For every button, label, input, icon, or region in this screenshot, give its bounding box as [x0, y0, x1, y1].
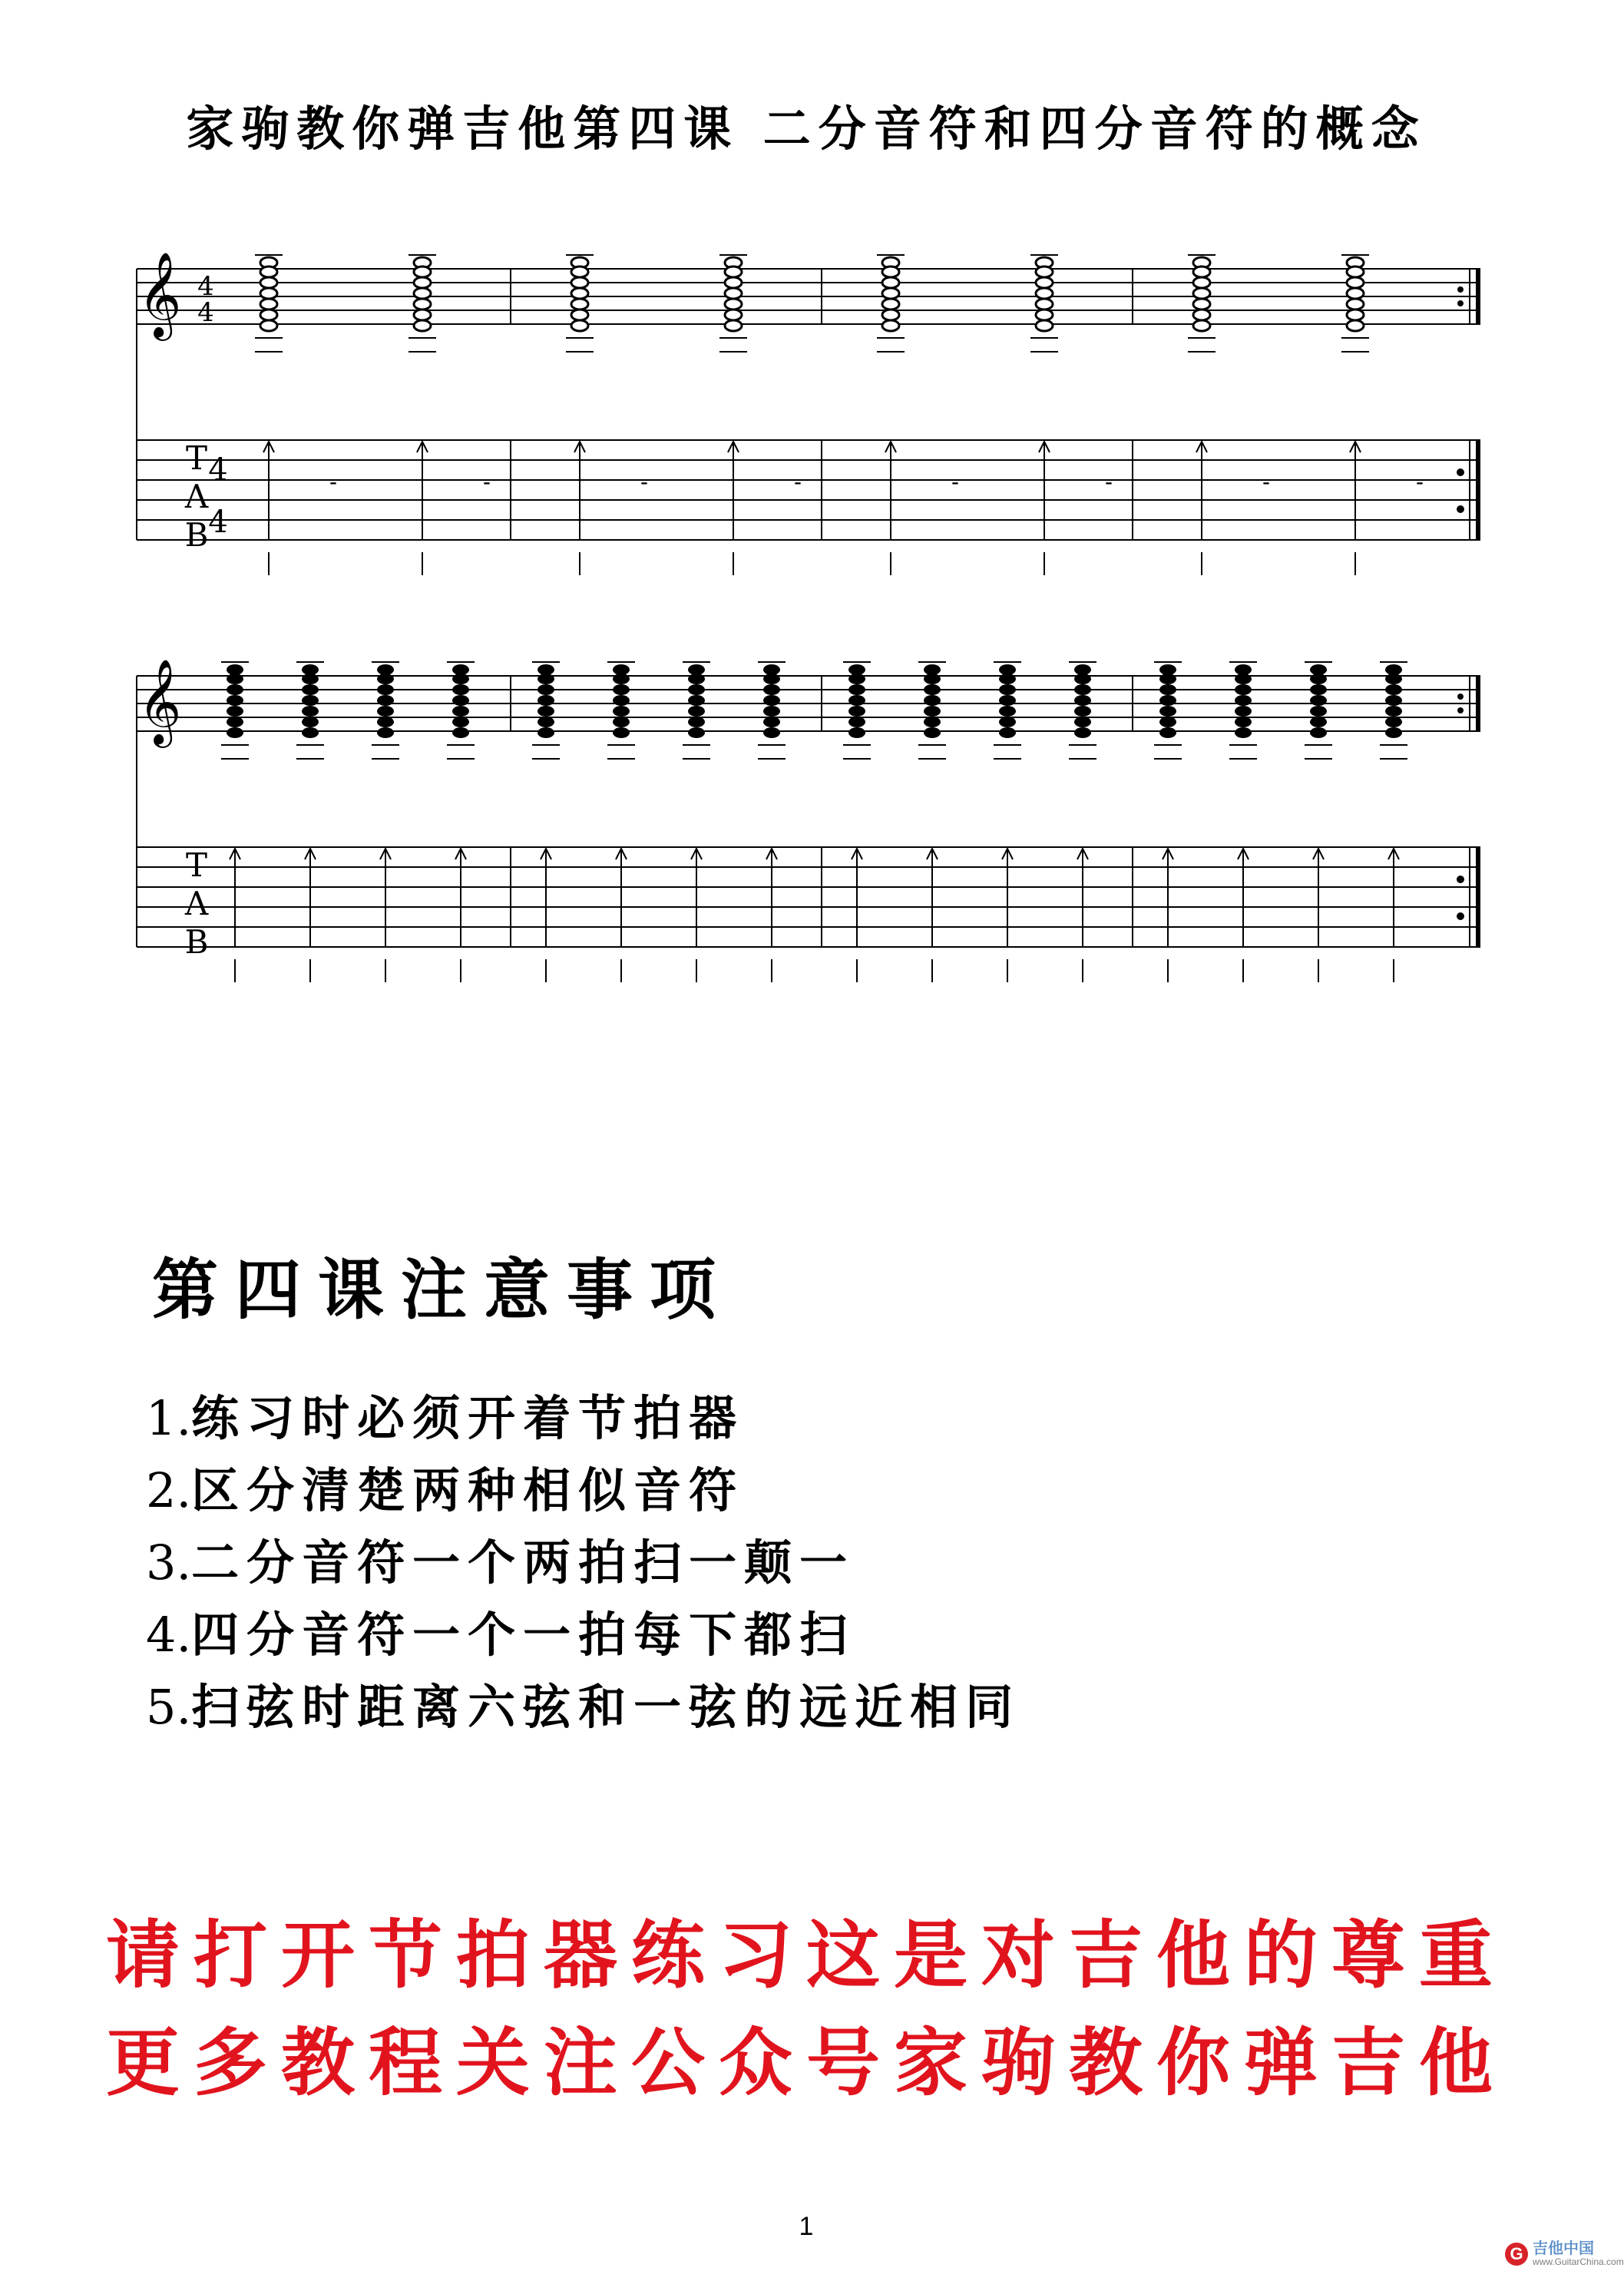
half-notehead — [1036, 299, 1053, 310]
quarter-notehead — [302, 674, 319, 684]
tab-hold-mark: - — [1105, 469, 1113, 495]
time-signature-top: 4 — [197, 271, 214, 302]
half-notehead — [725, 320, 742, 331]
quarter-notehead — [537, 695, 554, 706]
half-notehead — [571, 310, 588, 320]
quarter-notehead — [1159, 664, 1176, 675]
repeat-dot — [1457, 694, 1464, 700]
half-notehead — [725, 299, 742, 310]
quarter-notehead — [1159, 695, 1176, 706]
quarter-notehead — [302, 727, 319, 738]
quarter-notehead — [1074, 727, 1091, 738]
tab-hold-mark: - — [1262, 469, 1270, 495]
quarter-notehead — [1235, 674, 1252, 684]
quarter-notehead — [1235, 684, 1252, 695]
quarter-notehead — [302, 664, 319, 675]
half-notehead — [260, 267, 277, 277]
quarter-notehead — [848, 727, 865, 738]
quarter-notehead — [537, 664, 554, 675]
half-notehead — [882, 299, 899, 310]
quarter-notehead — [613, 684, 630, 695]
half-notehead — [725, 310, 742, 320]
quarter-notehead — [1385, 664, 1402, 675]
quarter-notehead — [1385, 727, 1402, 738]
quarter-notehead — [1074, 684, 1091, 695]
quarter-notehead — [1159, 674, 1176, 684]
half-notehead — [260, 299, 277, 310]
note-item: 5.扫弦时距离六弦和一弦的远近相同 — [146, 1679, 1021, 1735]
quarter-notehead — [763, 727, 780, 738]
quarter-notehead — [377, 664, 394, 675]
quarter-notehead — [848, 695, 865, 706]
half-notehead — [1193, 310, 1210, 320]
quarter-notehead — [452, 664, 469, 675]
quarter-notehead — [1310, 695, 1327, 706]
half-notehead — [1193, 277, 1210, 288]
quarter-notehead — [227, 674, 243, 684]
quarter-notehead — [848, 706, 865, 717]
quarter-notehead — [1385, 706, 1402, 717]
half-notehead — [725, 267, 742, 277]
quarter-notehead — [924, 674, 941, 684]
half-notehead — [1036, 288, 1053, 299]
red-notice-line: 请打开节拍器练习这是对吉他的尊重 — [106, 1912, 1507, 1998]
quarter-notehead — [999, 695, 1016, 706]
quarter-notehead — [763, 664, 780, 675]
quarter-notehead — [613, 717, 630, 727]
quarter-notehead — [999, 706, 1016, 717]
note-item: 1.练习时必须开着节拍器 — [146, 1390, 745, 1446]
quarter-notehead — [1235, 727, 1252, 738]
quarter-notehead — [999, 674, 1016, 684]
quarter-notehead — [763, 695, 780, 706]
tab-hold-mark: - — [951, 469, 959, 495]
quarter-notehead — [537, 706, 554, 717]
half-notehead — [1347, 320, 1364, 331]
half-notehead — [1036, 310, 1053, 320]
half-notehead — [882, 320, 899, 331]
quarter-notehead — [302, 684, 319, 695]
red-notice-line: 更多教程关注公众号家驹教你弹吉他 — [106, 2019, 1507, 2106]
quarter-notehead — [613, 664, 630, 675]
quarter-notehead — [377, 727, 394, 738]
quarter-notehead — [1235, 695, 1252, 706]
time-signature-bottom: 4 — [197, 297, 214, 328]
quarter-notehead — [763, 674, 780, 684]
half-notehead — [1036, 277, 1053, 288]
tab-letter: A — [184, 885, 209, 922]
quarter-notehead — [1235, 706, 1252, 717]
quarter-notehead — [1310, 664, 1327, 675]
tab-repeat-dot — [1457, 505, 1464, 513]
quarter-notehead — [999, 684, 1016, 695]
treble-clef-icon: 𝄞 — [137, 251, 182, 337]
quarter-notehead — [1310, 674, 1327, 684]
half-notehead — [1347, 299, 1364, 310]
tab-hold-mark: - — [483, 469, 491, 495]
half-notehead — [882, 277, 899, 288]
quarter-notehead — [1385, 674, 1402, 684]
quarter-notehead — [1310, 684, 1327, 695]
quarter-notehead — [227, 706, 243, 717]
tab-hold-mark: - — [1416, 469, 1424, 495]
note-item: 4.四分音符一个一拍每下都扫 — [146, 1607, 855, 1663]
half-notehead — [1193, 267, 1210, 277]
quarter-notehead — [688, 727, 705, 738]
tab-letter: T — [185, 439, 208, 477]
half-notehead — [1347, 277, 1364, 288]
section-heading: 第四课注意事项 — [152, 1251, 733, 1329]
quarter-notehead — [227, 727, 243, 738]
quarter-notehead — [688, 684, 705, 695]
quarter-notehead — [452, 684, 469, 695]
logo-mark: G — [1505, 2243, 1528, 2266]
quarter-notehead — [1074, 674, 1091, 684]
quarter-notehead — [1310, 727, 1327, 738]
half-notehead — [882, 310, 899, 320]
half-notehead — [571, 288, 588, 299]
quarter-notehead — [452, 706, 469, 717]
quarter-notehead — [452, 717, 469, 727]
half-notehead — [1036, 267, 1053, 277]
tab-repeat-dot — [1457, 468, 1464, 476]
quarter-notehead — [848, 684, 865, 695]
tab-repeat-dot — [1457, 876, 1464, 883]
quarter-notehead — [377, 717, 394, 727]
quarter-notehead — [302, 695, 319, 706]
site-logo — [1505, 2241, 1624, 2267]
quarter-notehead — [227, 664, 243, 675]
quarter-notehead — [227, 684, 243, 695]
quarter-notehead — [999, 664, 1016, 675]
quarter-notehead — [763, 717, 780, 727]
quarter-notehead — [999, 717, 1016, 727]
half-notehead — [1193, 299, 1210, 310]
quarter-notehead — [848, 717, 865, 727]
tab-letter: B — [184, 516, 209, 554]
quarter-notehead — [1235, 664, 1252, 675]
quarter-notehead — [1074, 706, 1091, 717]
quarter-notehead — [302, 706, 319, 717]
half-notehead — [725, 288, 742, 299]
quarter-notehead — [924, 695, 941, 706]
tab-letter: B — [184, 923, 209, 961]
quarter-notehead — [1310, 717, 1327, 727]
quarter-notehead — [537, 674, 554, 684]
half-notehead — [571, 267, 588, 277]
half-notehead — [260, 320, 277, 331]
quarter-notehead — [924, 664, 941, 675]
half-notehead — [1347, 310, 1364, 320]
quarter-notehead — [1310, 706, 1327, 717]
quarter-notehead — [924, 727, 941, 738]
quarter-notehead — [1074, 664, 1091, 675]
quarter-notehead — [848, 674, 865, 684]
half-notehead — [571, 277, 588, 288]
half-notehead — [1193, 320, 1210, 331]
page-number: 1 — [799, 2212, 814, 2241]
quarter-notehead — [763, 684, 780, 695]
note-item: 2.区分清楚两种相似音符 — [146, 1462, 745, 1518]
tab-hold-mark: - — [640, 469, 648, 495]
quarter-notehead — [537, 684, 554, 695]
tab-time-bottom: 4 — [208, 505, 228, 540]
quarter-notehead — [613, 674, 630, 684]
quarter-notehead — [688, 706, 705, 717]
half-notehead — [414, 288, 431, 299]
tab-letter: A — [184, 478, 209, 515]
quarter-notehead — [1159, 717, 1176, 727]
quarter-notehead — [999, 727, 1016, 738]
tab-hold-mark: - — [329, 469, 337, 495]
half-notehead — [414, 320, 431, 331]
quarter-notehead — [613, 695, 630, 706]
quarter-notehead — [1159, 706, 1176, 717]
half-notehead — [1347, 288, 1364, 299]
quarter-notehead — [1159, 684, 1176, 695]
quarter-notehead — [377, 674, 394, 684]
tab-time-top: 4 — [208, 452, 228, 488]
half-notehead — [1193, 288, 1210, 299]
quarter-notehead — [302, 717, 319, 727]
half-notehead — [882, 267, 899, 277]
quarter-notehead — [1074, 695, 1091, 706]
quarter-notehead — [1385, 684, 1402, 695]
half-notehead — [260, 277, 277, 288]
quarter-notehead — [924, 706, 941, 717]
quarter-notehead — [1235, 717, 1252, 727]
logo-name: 吉他中国 — [1533, 2240, 1594, 2257]
repeat-dot — [1457, 286, 1464, 293]
half-notehead — [725, 277, 742, 288]
quarter-notehead — [763, 706, 780, 717]
quarter-notehead — [924, 684, 941, 695]
quarter-notehead — [1385, 717, 1402, 727]
repeat-dot — [1457, 707, 1464, 713]
quarter-notehead — [1385, 695, 1402, 706]
quarter-notehead — [1159, 727, 1176, 738]
half-notehead — [414, 310, 431, 320]
treble-clef-icon: 𝄞 — [137, 658, 182, 744]
quarter-notehead — [613, 706, 630, 717]
repeat-dot — [1457, 300, 1464, 306]
quarter-notehead — [688, 695, 705, 706]
quarter-notehead — [377, 695, 394, 706]
quarter-notehead — [452, 695, 469, 706]
quarter-notehead — [688, 664, 705, 675]
quarter-notehead — [452, 674, 469, 684]
tab-hold-mark: - — [794, 469, 802, 495]
quarter-notehead — [377, 706, 394, 717]
half-notehead — [260, 288, 277, 299]
quarter-notehead — [537, 727, 554, 738]
notes-list — [146, 1382, 1020, 1743]
half-notehead — [1347, 267, 1364, 277]
half-notehead — [882, 288, 899, 299]
half-notehead — [571, 299, 588, 310]
half-notehead — [1036, 320, 1053, 331]
logo-url: www.GuitarChina.com — [1533, 2256, 1624, 2267]
quarter-notehead — [1074, 717, 1091, 727]
quarter-notehead — [377, 684, 394, 695]
page-title: 家驹教你弹吉他第四课 二分音符和四分音符的概念 — [186, 101, 1427, 157]
half-notehead — [414, 277, 431, 288]
music-score — [0, 0, 1612, 1029]
quarter-notehead — [537, 717, 554, 727]
quarter-notehead — [848, 664, 865, 675]
half-notehead — [414, 299, 431, 310]
half-notehead — [260, 310, 277, 320]
half-notehead — [571, 320, 588, 331]
tab-repeat-dot — [1457, 912, 1464, 920]
quarter-notehead — [613, 727, 630, 738]
quarter-notehead — [688, 674, 705, 684]
quarter-notehead — [227, 717, 243, 727]
tab-letter: T — [185, 846, 208, 884]
half-notehead — [414, 267, 431, 277]
quarter-notehead — [227, 695, 243, 706]
quarter-notehead — [924, 717, 941, 727]
quarter-notehead — [452, 727, 469, 738]
note-item: 3.二分音符一个两拍扫一颠一 — [146, 1534, 855, 1591]
quarter-notehead — [688, 717, 705, 727]
